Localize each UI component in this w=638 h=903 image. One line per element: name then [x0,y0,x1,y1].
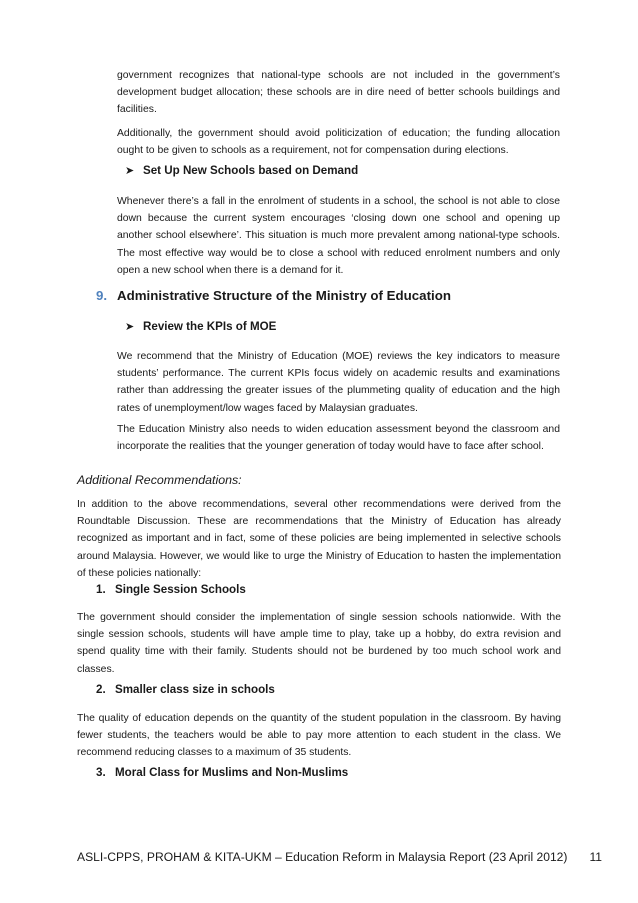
section-number: 9. [96,288,108,303]
section-heading-9 [96,287,451,305]
numbered-heading-title: Single Session Schools [115,583,246,596]
paragraph-budget-allocation: government recognizes that national-type schools are not included in the government’s development budget allocation; these schools are in dire need of better schools buildings and facilities. [117,70,560,116]
numbered-heading-number: 1. [96,583,106,596]
subheading-new-schools [125,163,358,179]
subheading-kpis-label: Review the KPIs of MOE [143,320,277,333]
arrow-bullet-icon: ➤ [125,321,135,333]
paragraph-assessment: The Education Ministry also needs to widen education assessment beyond the classroom and incorporate the realities that the younger generation of today would have to face after school. [117,424,560,453]
paragraph-single-session: The government should consider the implementation of single session schools nationwide. With the single session schools, students will have ample time to play, take up a hobby, do extra revision and spend quality time with their family. Students should not be burdened by too much school work and classes. [77,612,561,675]
subheading-new-schools-label: Set Up New Schools based on Demand [143,164,359,177]
section-title: Administrative Structure of the Ministry of Education [117,288,451,303]
footer-text: ASLI-CPPS, PROHAM & KITA-UKM – Education Reform in Malaysia Report (23 April 2012) [77,850,568,864]
numbered-heading-number: 3. [96,766,106,779]
arrow-bullet-icon: ➤ [125,165,135,177]
numbered-heading-1 [96,582,246,598]
numbered-heading-number: 2. [96,683,106,696]
paragraph-kpi-review: We recommend that the Ministry of Education (MOE) reviews the key indicators to measure students’ performance. The current KPIs focus widely on academic results and examinations rather than addressing the greater issues of the plummeting quality of education and the high rates of unemployment/low wages faced by Malaysian graduates. [117,351,560,414]
paragraph-politicization: Additionally, the government should avoid politicization of education; the funding allocation ought to be given to schools as a requirement, not for compensation during elections. [117,128,560,157]
additional-recommendations-heading: Additional Recommendations: [77,473,242,487]
numbered-heading-3 [96,765,348,781]
paragraph-roundtable: In addition to the above recommendations, several other recommendations were derived from the Roundtable Discussion. These are recommendations that the Ministry of Education has already recognized as important and in fact, some of these policies are being implemented in selective schools around Malaysia. However, we would like to urge the Ministry of Education to hasten the implementation of these policies nationally: [77,499,561,579]
numbered-heading-2 [96,682,275,698]
page-number: 11 [589,850,602,864]
numbered-heading-title: Smaller class size in schools [115,683,275,696]
paragraph-enrolment: Whenever there’s a fall in the enrolment of students in a school, the school is not able to close down because the current system encourages ‘closing down one school and opening up another school elsewhere’. This situation is much more prevalent among national-type schools. The most effective way would be to close a school with reduced enrolment numbers and only open a new school when there is a demand for it. [117,196,560,276]
numbered-heading-title: Moral Class for Muslims and Non-Muslims [115,766,349,779]
subheading-kpis [125,319,276,335]
page-footer [77,849,602,865]
paragraph-class-size: The quality of education depends on the quantity of the student population in the classroom. By having fewer students, the teachers would be able to pay more attention to each student in the class. We recommend reducing classes to a maximum of 35 students. [77,713,561,759]
